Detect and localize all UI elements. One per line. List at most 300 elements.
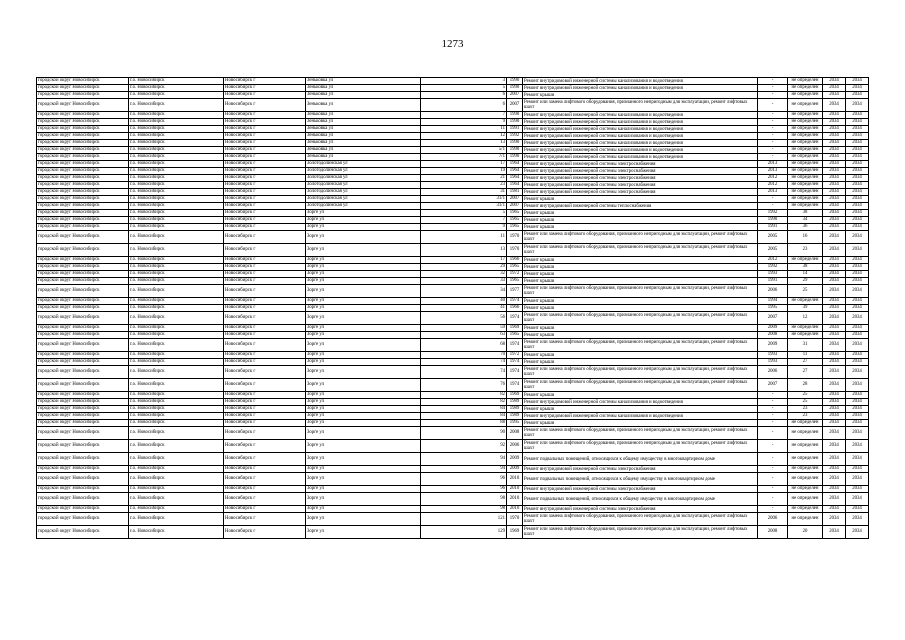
- table-row: [37, 182, 869, 189]
- cell-district: городской округ Новосибирск: [37, 126, 129, 133]
- cell-city: г.о. Новосибирск: [129, 147, 224, 154]
- cell-street: Золотодолинская ул: [306, 161, 421, 168]
- table-row: [37, 78, 869, 85]
- cell-locality: Новосибирск г: [224, 453, 306, 466]
- cell-city: г.о. Новосибирск: [129, 332, 224, 339]
- cell-p1: -: [758, 133, 788, 140]
- cell-house: 23: [421, 182, 507, 189]
- cell-y1: 2034: [823, 210, 846, 217]
- cell-city: г.о. Новосибирск: [129, 278, 224, 285]
- cell-city: г.о. Новосибирск: [129, 312, 224, 325]
- cell-work: Ремонт или замена лифтового оборудования, признанного непригодным для эксплуатации, ремонт лифтовых шахт: [523, 366, 758, 379]
- cell-y2: 2034: [846, 189, 869, 196]
- cell-p1: -: [758, 140, 788, 147]
- cell-p1: 1994: [758, 298, 788, 305]
- cell-y2: 2034: [846, 466, 869, 473]
- cell-built: 2010: [507, 486, 523, 493]
- cell-work: Ремонт или замена лифтового оборудования, признанного непригодным для эксплуатации, ремонт лифтовых шахт: [523, 379, 758, 392]
- cell-work: Ремонт внутридомовой инженерной системы электроснабжения: [523, 486, 758, 493]
- cell-p1: -: [758, 85, 788, 92]
- cell-street: Зорге ул: [306, 264, 421, 271]
- cell-p2: не определен: [788, 257, 823, 264]
- cell-p2: 36: [788, 224, 823, 231]
- table-row: [37, 399, 869, 406]
- cell-work: Ремонт внутридомовой инженерной системы канализования и водоотведения: [523, 154, 758, 161]
- cell-built: 2009: [507, 466, 523, 473]
- cell-work: Ремонт или замена лифтового оборудования, признанного непригодным для эксплуатации, ремонт лифтовых шахт: [523, 244, 758, 257]
- cell-district: городской округ Новосибирск: [37, 453, 129, 466]
- cell-house: 13: [421, 140, 507, 147]
- table-row: [37, 506, 869, 513]
- cell-house: 5: [421, 210, 507, 217]
- cell-street: Зорге ул: [306, 339, 421, 352]
- cell-street: Зорге ул: [306, 231, 421, 244]
- cell-street: Зеньковка ул: [306, 119, 421, 126]
- cell-city: г.о. Новосибирск: [129, 99, 224, 112]
- table-row: [37, 189, 869, 196]
- cell-p2: 23: [788, 413, 823, 420]
- cell-work: Ремонт внутридомовой инженерной системы канализования и водоотведения: [523, 413, 758, 420]
- cell-y1: 2034: [823, 278, 846, 285]
- cell-house: 7/1: [421, 154, 507, 161]
- cell-district: городской округ Новосибирск: [37, 420, 129, 427]
- cell-built: 1974: [507, 339, 523, 352]
- cell-y1: 2034: [823, 493, 846, 506]
- cell-district: городской округ Новосибирск: [37, 147, 129, 154]
- cell-house: 31/1: [421, 196, 507, 203]
- cell-locality: Новосибирск г: [224, 278, 306, 285]
- cell-y2: 2034: [846, 305, 869, 312]
- cell-locality: Новосибирск г: [224, 224, 306, 231]
- cell-built: 1969: [507, 325, 523, 332]
- cell-district: городской округ Новосибирск: [37, 427, 129, 440]
- cell-p2: не определен: [788, 506, 823, 513]
- cell-p1: 1992: [758, 264, 788, 271]
- table-row: [37, 466, 869, 473]
- cell-street: Зорге ул: [306, 312, 421, 325]
- cell-street: Зеньковка ул: [306, 133, 421, 140]
- table-row: [37, 298, 869, 305]
- cell-district: городской округ Новосибирск: [37, 278, 129, 285]
- cell-p2: не определен: [788, 133, 823, 140]
- cell-house: 13: [421, 244, 507, 257]
- cell-street: Зорге ул: [306, 420, 421, 427]
- cell-district: городской округ Новосибирск: [37, 210, 129, 217]
- table-row: [37, 224, 869, 231]
- cell-p1: 2006: [758, 366, 788, 379]
- cell-y2: 2034: [846, 175, 869, 182]
- cell-street: Золотодолинская ул: [306, 182, 421, 189]
- cell-district: городской округ Новосибирск: [37, 526, 129, 539]
- cell-locality: Новосибирск г: [224, 119, 306, 126]
- cell-p2: 16: [788, 231, 823, 244]
- cell-district: городской округ Новосибирск: [37, 506, 129, 513]
- cell-y1: 2034: [823, 189, 846, 196]
- cell-y2: 2034: [846, 427, 869, 440]
- cell-district: городской округ Новосибирск: [37, 379, 129, 392]
- cell-y2: 2034: [846, 264, 869, 271]
- cell-y1: 2034: [823, 406, 846, 413]
- cell-y1: 2034: [823, 126, 846, 133]
- cell-work: Ремонт внутридомовой инженерной системы канализования и водоотведения: [523, 399, 758, 406]
- cell-city: г.о. Новосибирск: [129, 264, 224, 271]
- table-row: [37, 217, 869, 224]
- cell-y2: 2034: [846, 140, 869, 147]
- cell-p1: 1991: [758, 278, 788, 285]
- cell-p1: -: [758, 154, 788, 161]
- cell-p2: не определен: [788, 325, 823, 332]
- cell-built: 1970: [507, 231, 523, 244]
- cell-y1: 2034: [823, 264, 846, 271]
- table-row: [37, 413, 869, 420]
- cell-y2: 2034: [846, 366, 869, 379]
- cell-y2: 2034: [846, 493, 869, 506]
- table-row: [37, 325, 869, 332]
- cell-built: 2010: [507, 493, 523, 506]
- table-row: [37, 133, 869, 140]
- cell-locality: Новосибирск г: [224, 366, 306, 379]
- cell-work: Ремонт или замена лифтового оборудования, признанного непригодным для эксплуатации, ремонт лифтовых шахт: [523, 513, 758, 526]
- cell-district: городской округ Новосибирск: [37, 231, 129, 244]
- cell-y1: 2034: [823, 196, 846, 203]
- cell-p2: не определен: [788, 85, 823, 92]
- cell-house: 96: [421, 486, 507, 493]
- cell-district: городской округ Новосибирск: [37, 119, 129, 126]
- table-row: [37, 244, 869, 257]
- cell-work: Ремонт внутридомовой инженерной системы канализования и водоотведения: [523, 85, 758, 92]
- cell-p2: не определен: [788, 298, 823, 305]
- cell-street: Зорге ул: [306, 486, 421, 493]
- cell-p1: -: [758, 427, 788, 440]
- cell-work: Ремонт внутридомовой инженерной системы электроснабжения: [523, 161, 758, 168]
- cell-district: городской округ Новосибирск: [37, 224, 129, 231]
- cell-house: 121: [421, 513, 507, 526]
- cell-built: 1974: [507, 359, 523, 366]
- cell-city: г.о. Новосибирск: [129, 285, 224, 298]
- cell-y2: 2034: [846, 217, 869, 224]
- cell-locality: Новосибирск г: [224, 154, 306, 161]
- table-row: [37, 231, 869, 244]
- table-row: [37, 473, 869, 486]
- table-row: [37, 278, 869, 285]
- cell-city: г.о. Новосибирск: [129, 466, 224, 473]
- cell-district: городской округ Новосибирск: [37, 325, 129, 332]
- cell-district: городской округ Новосибирск: [37, 406, 129, 413]
- cell-p2: не определен: [788, 493, 823, 506]
- cell-street: Зеньковка ул: [306, 126, 421, 133]
- cell-locality: Новосибирск г: [224, 264, 306, 271]
- cell-house: 84: [421, 413, 507, 420]
- table-row: [37, 264, 869, 271]
- cell-p1: 2012: [758, 182, 788, 189]
- cell-built: 2009: [507, 453, 523, 466]
- cell-house: 34: [421, 285, 507, 298]
- cell-y2: 2034: [846, 92, 869, 99]
- cell-y1: 2034: [823, 119, 846, 126]
- cell-house: 98: [421, 493, 507, 506]
- cell-locality: Новосибирск г: [224, 305, 306, 312]
- cell-house: 68: [421, 339, 507, 352]
- cell-locality: Новосибирск г: [224, 473, 306, 486]
- cell-p1: -: [758, 466, 788, 473]
- cell-city: г.о. Новосибирск: [129, 224, 224, 231]
- cell-street: Зорге ул: [306, 271, 421, 278]
- cell-built: 1989: [507, 413, 523, 420]
- cell-district: городской округ Новосибирск: [37, 203, 129, 210]
- cell-city: г.о. Новосибирск: [129, 244, 224, 257]
- table-row: [37, 119, 869, 126]
- cell-work: Ремонт крыши: [523, 196, 758, 203]
- cell-house: 74: [421, 359, 507, 366]
- cell-city: г.о. Новосибирск: [129, 486, 224, 493]
- cell-house: 70: [421, 352, 507, 359]
- cell-y2: 2034: [846, 392, 869, 399]
- cell-y1: 2034: [823, 352, 846, 359]
- cell-p1: 1991: [758, 224, 788, 231]
- cell-district: городской округ Новосибирск: [37, 257, 129, 264]
- cell-street: Зорге ул: [306, 325, 421, 332]
- table-row: [37, 271, 869, 278]
- cell-house: 7: [421, 217, 507, 224]
- cell-locality: Новосибирск г: [224, 271, 306, 278]
- table-row: [37, 175, 869, 182]
- cell-district: городской округ Новосибирск: [37, 217, 129, 224]
- cell-built: 1981: [507, 189, 523, 196]
- cell-locality: Новосибирск г: [224, 244, 306, 257]
- cell-city: г.о. Новосибирск: [129, 182, 224, 189]
- cell-house: 74: [421, 366, 507, 379]
- cell-house: 6: [421, 92, 507, 99]
- cell-work: Ремонт крыши: [523, 359, 758, 366]
- cell-y1: 2034: [823, 244, 846, 257]
- cell-street: Зорге ул: [306, 399, 421, 406]
- cell-locality: Новосибирск г: [224, 359, 306, 366]
- cell-y2: 2034: [846, 420, 869, 427]
- table-row: [37, 126, 869, 133]
- cell-built: 1992: [507, 133, 523, 140]
- cell-work: Ремонт крыши: [523, 392, 758, 399]
- cell-y2: 2034: [846, 486, 869, 493]
- cell-locality: Новосибирск г: [224, 420, 306, 427]
- cell-p1: 2006: [758, 513, 788, 526]
- cell-house: 29: [421, 264, 507, 271]
- cell-district: городской округ Новосибирск: [37, 339, 129, 352]
- cell-city: г.о. Новосибирск: [129, 85, 224, 92]
- cell-built: 2006: [507, 440, 523, 453]
- cell-city: г.о. Новосибирск: [129, 140, 224, 147]
- cell-house: 94: [421, 453, 507, 466]
- cell-built: 1964: [507, 182, 523, 189]
- cell-y1: 2034: [823, 312, 846, 325]
- cell-p2: 25: [788, 285, 823, 298]
- cell-y1: 2034: [823, 147, 846, 154]
- cell-p2: не определен: [788, 126, 823, 133]
- table-row: [37, 392, 869, 399]
- cell-house: 19: [421, 168, 507, 175]
- cell-p2: не определен: [788, 189, 823, 196]
- cell-locality: Новосибирск г: [224, 85, 306, 92]
- cell-district: городской округ Новосибирск: [37, 332, 129, 339]
- cell-p1: 1993: [758, 359, 788, 366]
- cell-built: 2010: [507, 506, 523, 513]
- cell-street: Зорге ул: [306, 305, 421, 312]
- cell-built: 1965: [507, 264, 523, 271]
- cell-work: Ремонт внутридомовой инженерной системы канализования и водоотведения: [523, 119, 758, 126]
- cell-city: г.о. Новосибирск: [129, 427, 224, 440]
- cell-house: 82: [421, 392, 507, 399]
- cell-city: г.о. Новосибирск: [129, 379, 224, 392]
- cell-district: городской округ Новосибирск: [37, 189, 129, 196]
- cell-p1: -: [758, 196, 788, 203]
- cell-p1: 2008: [758, 332, 788, 339]
- cell-y2: 2034: [846, 126, 869, 133]
- cell-work: Ремонт или замена лифтового оборудования, признанного непригодным для эксплуатации, ремонт лифтовых шахт: [523, 440, 758, 453]
- cell-p1: 2005: [758, 231, 788, 244]
- cell-house: 33: [421, 278, 507, 285]
- cell-y2: 2034: [846, 196, 869, 203]
- cell-y2: 2034: [846, 399, 869, 406]
- cell-p2: 39: [788, 305, 823, 312]
- cell-work: Ремонт крыши: [523, 217, 758, 224]
- cell-street: Золотодолинская ул: [306, 196, 421, 203]
- cell-street: Зеньковка ул: [306, 99, 421, 112]
- cell-street: Зорге ул: [306, 332, 421, 339]
- cell-street: Зорге ул: [306, 513, 421, 526]
- cell-house: 40: [421, 298, 507, 305]
- page-number: 1273: [441, 38, 464, 50]
- cell-p1: -: [758, 399, 788, 406]
- cell-p1: -: [758, 203, 788, 210]
- cell-y2: 2034: [846, 285, 869, 298]
- cell-locality: Новосибирск г: [224, 486, 306, 493]
- cell-city: г.о. Новосибирск: [129, 305, 224, 312]
- cell-city: г.о. Новосибирск: [129, 154, 224, 161]
- cell-work: Ремонт крыши: [523, 278, 758, 285]
- cell-y2: 2034: [846, 379, 869, 392]
- table-row: [37, 305, 869, 312]
- cell-y2: 2034: [846, 168, 869, 175]
- cell-p1: 2009: [758, 339, 788, 352]
- cell-work: Ремонт крыши: [523, 305, 758, 312]
- cell-y1: 2034: [823, 133, 846, 140]
- cell-work: Ремонт внутридомовой инженерной системы электроснабжения: [523, 189, 758, 196]
- table-row: [37, 92, 869, 99]
- cell-house: 3: [421, 78, 507, 85]
- cell-p2: не определен: [788, 154, 823, 161]
- cell-locality: Новосибирск г: [224, 392, 306, 399]
- cell-city: г.о. Новосибирск: [129, 203, 224, 210]
- cell-city: г.о. Новосибирск: [129, 453, 224, 466]
- cell-city: г.о. Новосибирск: [129, 112, 224, 119]
- cell-p1: -: [758, 99, 788, 112]
- cell-y1: 2034: [823, 99, 846, 112]
- cell-work: Ремонт внутридомовой инженерной системы электроснабжения: [523, 175, 758, 182]
- cell-built: 1991: [507, 126, 523, 133]
- cell-p1: 2007: [758, 379, 788, 392]
- cell-p2: не определен: [788, 513, 823, 526]
- cell-built: 2007: [507, 99, 523, 112]
- cell-y2: 2034: [846, 352, 869, 359]
- cell-y1: 2034: [823, 359, 846, 366]
- cell-y1: 2034: [823, 506, 846, 513]
- cell-house: 94: [421, 466, 507, 473]
- cell-p1: -: [758, 112, 788, 119]
- cell-built: 2007: [507, 203, 523, 210]
- cell-p2: не определен: [788, 112, 823, 119]
- cell-y1: 2034: [823, 92, 846, 99]
- cell-work: Ремонт крыши: [523, 224, 758, 231]
- cell-p2: не определен: [788, 140, 823, 147]
- cell-p1: 2008: [758, 526, 788, 539]
- table-row: [37, 339, 869, 352]
- cell-district: городской округ Новосибирск: [37, 486, 129, 493]
- cell-y2: 2034: [846, 154, 869, 161]
- cell-house: 56: [421, 312, 507, 325]
- cell-work: Ремонт крыши: [523, 406, 758, 413]
- cell-y1: 2034: [823, 332, 846, 339]
- cell-locality: Новосибирск г: [224, 168, 306, 175]
- cell-work: Ремонт внутридомовой инженерной системы канализования и водоотведения: [523, 112, 758, 119]
- cell-y2: 2034: [846, 210, 869, 217]
- cell-city: г.о. Новосибирск: [129, 352, 224, 359]
- cell-street: Зорге ул: [306, 379, 421, 392]
- cell-y2: 2034: [846, 119, 869, 126]
- cell-built: 1970: [507, 513, 523, 526]
- cell-y1: 2034: [823, 257, 846, 264]
- cell-y2: 2034: [846, 473, 869, 486]
- cell-street: Зорге ул: [306, 427, 421, 440]
- cell-built: 1990: [507, 147, 523, 154]
- cell-district: городской округ Новосибирск: [37, 312, 129, 325]
- table-row: [37, 196, 869, 203]
- cell-y2: 2034: [846, 224, 869, 231]
- cell-locality: Новосибирск г: [224, 413, 306, 420]
- cell-street: Зеньковка ул: [306, 147, 421, 154]
- cell-p2: не определен: [788, 196, 823, 203]
- cell-work: Ремонт или замена лифтового оборудования, признанного непригодным для эксплуатации, ремонт лифтовых шахт: [523, 285, 758, 298]
- cell-locality: Новосибирск г: [224, 526, 306, 539]
- cell-p2: не определен: [788, 175, 823, 182]
- cell-locality: Новосибирск г: [224, 210, 306, 217]
- cell-p2: 23: [788, 244, 823, 257]
- cell-p2: не определен: [788, 99, 823, 112]
- cell-y1: 2034: [823, 305, 846, 312]
- cell-y2: 2034: [846, 298, 869, 305]
- cell-p2: не определен: [788, 203, 823, 210]
- cell-city: г.о. Новосибирск: [129, 217, 224, 224]
- cell-built: 1995: [507, 420, 523, 427]
- cell-p2: 31: [788, 339, 823, 352]
- cell-built: 1970: [507, 244, 523, 257]
- cell-p2: не определен: [788, 182, 823, 189]
- cell-street: Зорге ул: [306, 257, 421, 264]
- cell-house: 32: [421, 271, 507, 278]
- cell-house: 129: [421, 526, 507, 539]
- cell-built: 1964: [507, 168, 523, 175]
- cell-locality: Новосибирск г: [224, 406, 306, 413]
- cell-city: г.о. Новосибирск: [129, 126, 224, 133]
- cell-street: Золотодолинская ул: [306, 175, 421, 182]
- cell-locality: Новосибирск г: [224, 427, 306, 440]
- cell-y2: 2034: [846, 453, 869, 466]
- cell-house: 98: [421, 506, 507, 513]
- cell-built: 1990: [507, 78, 523, 85]
- cell-street: Зорге ул: [306, 466, 421, 473]
- cell-street: Зорге ул: [306, 359, 421, 366]
- cell-street: Зорге ул: [306, 526, 421, 539]
- cell-district: городской округ Новосибирск: [37, 399, 129, 406]
- cell-p1: -: [758, 440, 788, 453]
